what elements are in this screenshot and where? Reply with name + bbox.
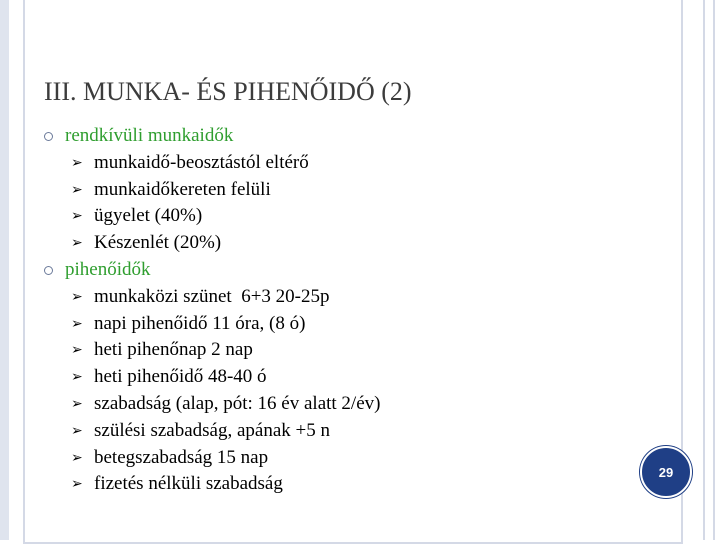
list-item-text: napi pihenőidő 11 óra, (8 ó) (94, 312, 306, 334)
list-item (44, 337, 644, 364)
right-border-line-outer (713, 0, 715, 540)
arrow-bullet-icon: ➢ (71, 395, 83, 412)
list-item-text: fizetés nélküli szabadság (94, 473, 283, 495)
list-item-text: munkaközi szünet 6+3 20-25p (94, 285, 330, 307)
section-header (44, 257, 644, 284)
arrow-bullet-icon: ➢ (71, 422, 83, 439)
circle-bullet-icon (44, 132, 53, 141)
left-accent-bar (0, 0, 9, 540)
list-item-text: Készenlét (20%) (94, 232, 222, 254)
section-label: rendkívüli munkaidők (65, 125, 234, 146)
list-item (44, 203, 644, 230)
arrow-bullet-icon: ➢ (71, 288, 83, 305)
list-item-text: betegszabadság 15 nap (94, 446, 269, 468)
list-item (44, 418, 644, 445)
page-number-badge: 29 (640, 446, 692, 498)
arrow-bullet-icon: ➢ (71, 476, 83, 493)
section-label: pihenőidők (65, 258, 151, 280)
list-item-text: szabadság (alap, pót: 16 év alatt 2/év) (94, 392, 381, 414)
list-item-text: ügyelet (40%) (94, 205, 203, 227)
arrow-bullet-icon: ➢ (71, 235, 83, 252)
list-item (44, 150, 644, 177)
list-item (44, 364, 644, 391)
list-item (44, 230, 644, 257)
list-item-text: munkaidőkereten felüli (94, 178, 271, 200)
arrow-bullet-icon: ➢ (71, 342, 83, 359)
list-item-text: munkaidő-beosztástól eltérő (94, 151, 309, 173)
section-header (44, 123, 644, 150)
list-item (44, 311, 644, 338)
list-item (44, 445, 644, 472)
arrow-bullet-icon: ➢ (71, 369, 83, 386)
arrow-bullet-icon: ➢ (71, 208, 83, 225)
list-item-text: heti pihenőnap 2 nap (94, 339, 253, 361)
list-item (44, 284, 644, 311)
slide-title: III. MUNKA- ÉS PIHENŐIDŐ (2) (44, 77, 412, 106)
list-item-text: heti pihenőidő 48-40 ó (94, 366, 267, 388)
arrow-bullet-icon: ➢ (71, 449, 83, 466)
arrow-bullet-icon: ➢ (71, 154, 83, 171)
list-item (44, 177, 644, 204)
arrow-bullet-icon: ➢ (71, 315, 83, 332)
circle-bullet-icon (44, 266, 53, 275)
arrow-bullet-icon: ➢ (71, 181, 83, 198)
right-border-line (703, 0, 705, 540)
list-item (44, 391, 644, 418)
list-item-text: szülési szabadság, apának +5 n (94, 419, 330, 441)
list-item (44, 471, 644, 498)
slide-content (44, 123, 644, 498)
